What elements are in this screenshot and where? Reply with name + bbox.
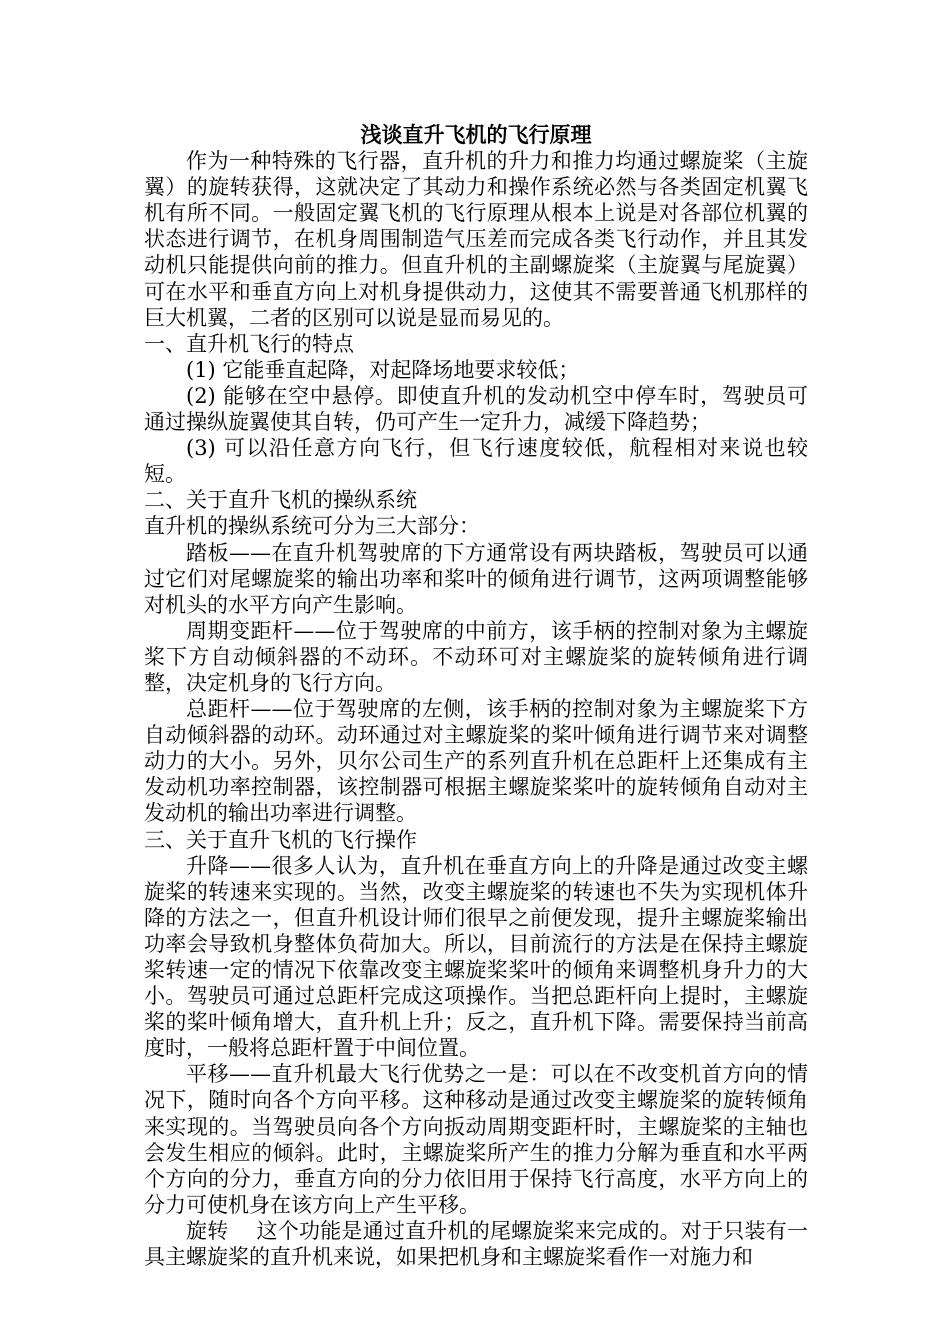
paragraph: 平移——直升机最大飞行优势之一是：可以在不改变机首方向的情况下，随时向各个方向平移。这种移动是通过改变主螺旋桨的旋转倾角来实现的。当驾驶员向各个方向扳动周期变距杆时，主螺旋桨的主轴也会发生相应的倾斜。此时，主螺旋桨所产生的推力分解为垂直和水平两个方向的分力，垂直方向的分力依旧用于保持飞行高度，水平方向上的分力可使机身在该方向上产生平移。 bbox=[144, 1062, 808, 1217]
document-page bbox=[144, 122, 808, 1270]
paragraph: (1) 它能垂直起降，对起降场地要求较低； bbox=[186, 357, 580, 382]
paragraph: 总距杆——位于驾驶席的左侧，该手柄的控制对象为主螺旋桨下方自动倾斜器的动环。动环通过对主螺旋桨的桨叶倾角进行调节来对调整动力的大小。另外，贝尔公司生产的系列直升机在总距杆上还集成有主发动机功率控制器，该控制器可根据主螺旋桨桨叶的旋转倾角自动对主发动机的输出功率进行调整。 bbox=[144, 697, 808, 826]
section-heading: 二、关于直升飞机的操纵系统 bbox=[144, 488, 417, 513]
section-heading: 一、直升机飞行的特点 bbox=[144, 331, 354, 356]
paragraph: 周期变距杆——位于驾驶席的中前方，该手柄的控制对象为主螺旋桨下方自动倾斜器的不动环。不动环可对主螺旋桨的旋转倾角进行调整，决定机身的飞行方向。 bbox=[144, 618, 808, 695]
section-heading: 直升机的操纵系统可分为三大部分： bbox=[144, 514, 480, 539]
paragraph: (2) 能够在空中悬停。即使直升机的发动机空中停车时，驾驶员可通过操纵旋翼使其自转，仍可产生一定升力，减缓下降趋势； bbox=[144, 383, 808, 435]
paragraph: (3) 可以沿任意方向飞行，但飞行速度较低，航程相对来说也较短。 bbox=[144, 436, 808, 487]
paragraph: 升降——很多人认为，直升机在垂直方向上的升降是通过改变主螺旋桨的转速来实现的。当然，改变主螺旋桨的转速也不失为实现机体升降的方法之一，但直升机设计师们很早之前便发现，提升主螺旋桨输出功率会导致机身整体负荷加大。所以，目前流行的方法是在保持主螺旋桨转速一定的情况下依靠改变主螺旋桨桨叶的倾角来调整机身升力的大小。驾驶员可通过总距杆完成这项操作。当把总距杆向上提时，主螺旋桨的桨叶倾角增大，直升机上升；反之，直升机下降。需要保持当前高度时，一般将总距杆置于中间位置。 bbox=[144, 853, 808, 1061]
paragraph: 旋转 这个功能是通过直升机的尾螺旋桨来完成的。对于只装有一具主螺旋桨的直升机来说，如果把机身和主螺旋桨看作一对施力和 bbox=[144, 1218, 808, 1270]
page-title: 浅谈直升飞机的飞行原理 bbox=[360, 123, 592, 147]
paragraph: 作为一种特殊的飞行器，直升机的升力和推力均通过螺旋桨（主旋翼）的旋转获得，这就决定了其动力和操作系统必然与各类固定机翼飞机有所不同。一般固定翼飞机的飞行原理从根本上说是对各部位机翼的状态进行调节，在机身周围制造气压差而完成各类飞行动作，并且其发动机只能提供向前的推力。但直升机的主副螺旋桨（主旋翼与尾旋翼）可在水平和垂直方向上对机身提供动力，这使其不需要普通飞机那样的巨大机翼，二者的区别可以说是显而易见的。 bbox=[144, 149, 808, 330]
paragraph: 踏板——在直升机驾驶席的下方通常设有两块踏板，驾驶员可以通过它们对尾螺旋桨的输出功率和桨叶的倾角进行调节，这两项调整能够对机头的水平方向产生影响。 bbox=[144, 540, 808, 617]
section-heading: 三、关于直升飞机的飞行操作 bbox=[144, 827, 417, 852]
document-body bbox=[144, 148, 808, 1270]
